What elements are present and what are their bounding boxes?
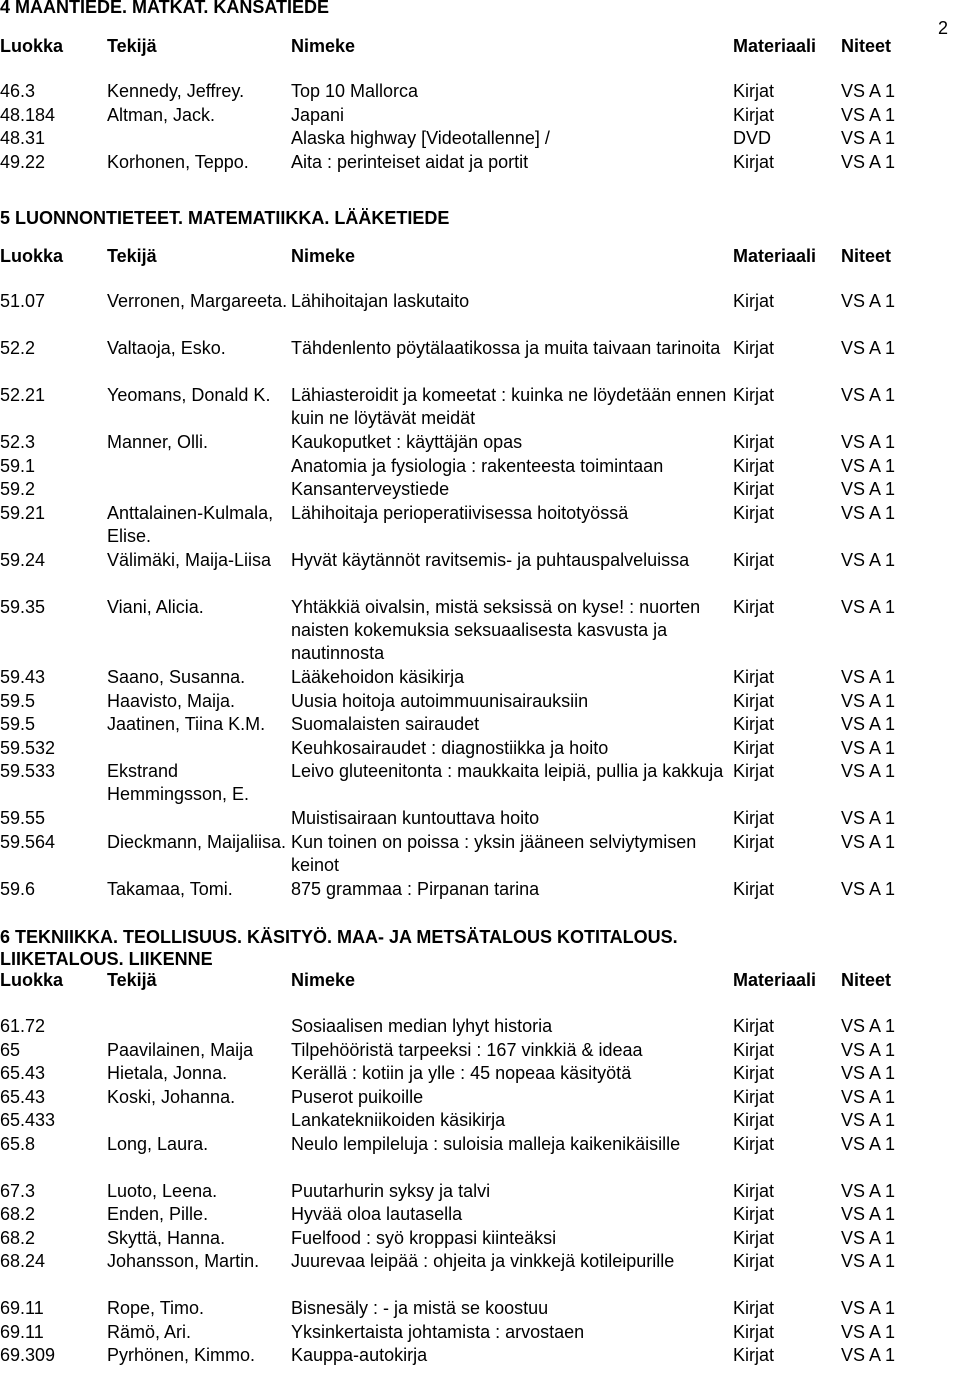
call-number-cell: 69.309 (0, 1345, 56, 1365)
section-title: 4 MAANTIEDE. MATKAT. KANSATIEDE (0, 0, 330, 17)
table-row (0, 1015, 930, 1039)
author-cell: Rämö, Ari. (107, 1321, 192, 1342)
copies-cell: VS A 1 (841, 831, 896, 852)
table-row (0, 1086, 930, 1110)
call-number-cell: 65.43 (0, 1086, 46, 1107)
copies-cell: VS A 1 (841, 714, 896, 734)
title-cell: Bisnesäly : - ja mistä se koostuu (291, 1298, 549, 1318)
copies-cell: VS A 1 (841, 1204, 896, 1224)
author-cell: Ekstrand Hemmingsson, E. (107, 761, 250, 804)
title-cell: Yhtäkkiä oivalsin, mistä seksissä on kyse! : nuorten naisten kokemuksia seksuaalisesta kasvusta ja nautinnosta (291, 596, 701, 663)
call-number-cell: 68.2 (0, 1204, 36, 1224)
copies-cell: VS A 1 (841, 667, 896, 687)
table-row (0, 737, 930, 761)
author-cell: Enden, Pille. (107, 1204, 209, 1224)
call-number-cell: 59.43 (0, 667, 46, 687)
material-cell: Kirjat (733, 1016, 775, 1036)
copies-cell: VS A 1 (841, 808, 896, 828)
title-cell: Top 10 Mallorca (291, 81, 419, 101)
call-number-cell: 69.11 (0, 1321, 44, 1342)
copies-cell: VS A 1 (841, 338, 896, 358)
author-cell: Takamaa, Tomi. (107, 878, 233, 899)
header-niteet: Niteet (841, 246, 892, 266)
header-nimeke: Nimeke (291, 246, 356, 266)
material-cell: Kirjat (733, 104, 775, 125)
material-cell: Kirjat (733, 808, 775, 828)
title-cell: Kun toinen on poissa : yksin jääneen selviytymisen keinot (291, 831, 697, 875)
author-cell: Johansson, Martin. (107, 1251, 260, 1271)
title-cell: Keuhkosairaudet : diagnostiikka ja hoito (291, 737, 609, 758)
author-cell: Anttalainen-Kulmala, Elise. (107, 502, 274, 546)
table-row (0, 1227, 930, 1251)
copies-cell: VS A 1 (841, 81, 896, 101)
copies-cell: VS A 1 (841, 502, 896, 523)
author-cell: Viani, Alicia. (107, 596, 204, 617)
title-cell: Tilpehööristä tarpeeksi : 167 vinkkiä & ideaa (291, 1039, 643, 1060)
title-cell: Puserot puikoille (291, 1086, 424, 1107)
table-row (0, 1062, 930, 1086)
author-cell: Korhonen, Teppo. (107, 151, 249, 172)
material-cell: Kirjat (733, 1345, 775, 1365)
copies-cell: VS A 1 (841, 1298, 896, 1318)
section-title: 5 LUONNONTIETEET. MATEMATIIKKA. LÄÄKETIEDE (0, 208, 450, 228)
material-cell: Kirjat (733, 1321, 775, 1342)
title-cell: Anatomia ja fysiologia : rakenteesta toimintaan (291, 455, 664, 476)
table-row (0, 502, 930, 549)
copies-cell: VS A 1 (841, 291, 896, 311)
material-cell: Kirjat (733, 479, 775, 499)
copies-cell: VS A 1 (841, 455, 896, 476)
copies-cell: VS A 1 (841, 878, 896, 899)
call-number-cell: 59.35 (0, 596, 46, 617)
title-cell: Hyvää oloa lautasella (291, 1204, 463, 1224)
call-number-cell: 59.55 (0, 808, 46, 828)
title-cell: Lääkehoidon käsikirja (291, 667, 465, 687)
copies-cell: VS A 1 (841, 479, 896, 499)
copies-cell: VS A 1 (841, 549, 896, 570)
call-number-cell: 65.43 (0, 1063, 46, 1083)
header-tekija: Tekijä (107, 246, 157, 266)
material-cell: Kirjat (733, 1180, 775, 1201)
author-cell: Dieckmann, Maijaliisa. (107, 831, 287, 852)
header-luokka: Luokka (0, 970, 64, 990)
copies-cell: VS A 1 (841, 1039, 896, 1060)
material-cell: Kirjat (733, 1251, 775, 1271)
table-row (0, 690, 930, 714)
material-cell: Kirjat (733, 737, 775, 758)
table-row (0, 384, 930, 431)
title-cell: Lähiasteroidit ja komeetat : kuinka ne löydetään ennen kuin ne löytävät meidät (291, 385, 727, 428)
copies-cell: VS A 1 (841, 1321, 896, 1342)
material-cell: Kirjat (733, 502, 775, 523)
call-number-cell: 65.8 (0, 1133, 36, 1154)
copies-cell: VS A 1 (841, 1180, 896, 1201)
copies-cell: VS A 1 (841, 432, 896, 452)
header-materiaali: Materiaali (733, 970, 817, 990)
call-number-cell: 52.21 (0, 385, 46, 405)
table-row (0, 455, 930, 479)
author-cell: Välimäki, Maija-Liisa (107, 549, 272, 570)
header-materiaali: Materiaali (733, 246, 817, 266)
author-cell: Verronen, Margareeta. (107, 291, 288, 311)
material-cell: Kirjat (733, 596, 775, 617)
title-cell: Lähihoitajan laskutaito (291, 291, 470, 311)
material-cell: Kirjat (733, 385, 775, 405)
title-cell: Yksinkertaista johtamista : arvostaen (291, 1321, 585, 1342)
table-row (0, 878, 930, 902)
title-cell: Alaska highway [Videotallenne] / (291, 128, 550, 148)
title-cell: Kaukoputket : käyttäjän opas (291, 432, 523, 452)
table-row (0, 596, 930, 667)
call-number-cell: 48.184 (0, 104, 56, 125)
author-cell: Koski, Johanna. (107, 1086, 236, 1107)
material-cell: Kirjat (733, 667, 775, 687)
call-number-cell: 59.564 (0, 831, 56, 852)
call-number-cell: 49.22 (0, 151, 46, 172)
column-headers (0, 36, 930, 60)
material-cell: Kirjat (733, 549, 775, 570)
call-number-cell: 68.24 (0, 1251, 46, 1271)
copies-cell: VS A 1 (841, 596, 896, 617)
title-cell: Kerällä : kotiin ja ylle : 45 nopeaa käsityötä (291, 1063, 632, 1083)
material-cell: Kirjat (733, 1086, 775, 1107)
material-cell: Kirjat (733, 1110, 775, 1130)
material-cell: Kirjat (733, 81, 775, 101)
material-cell: Kirjat (733, 455, 775, 476)
table-row (0, 1297, 930, 1321)
author-cell: Haavisto, Maija. (107, 690, 236, 711)
author-cell: Kennedy, Jeffrey. (107, 81, 245, 101)
title-cell: Lankatekniikoiden käsikirja (291, 1110, 506, 1130)
title-cell: Suomalaisten sairaudet (291, 714, 480, 734)
header-luokka: Luokka (0, 246, 64, 266)
table-row (0, 151, 930, 175)
table-row (0, 549, 930, 596)
header-tekija: Tekijä (107, 970, 157, 990)
material-cell: Kirjat (733, 1063, 775, 1083)
call-number-cell: 59.6 (0, 878, 36, 899)
table-row (0, 104, 930, 128)
call-number-cell: 46.3 (0, 81, 36, 101)
author-cell: Skyttä, Hanna. (107, 1227, 226, 1248)
author-cell: Valtaoja, Esko. (107, 338, 226, 358)
table-row (0, 1109, 930, 1133)
author-cell: Jaatinen, Tiina K.M. (107, 714, 266, 734)
call-number-cell: 65 (0, 1039, 21, 1060)
title-cell: Juurevaa leipää : ohjeita ja vinkkejä kotileipurille (291, 1251, 675, 1271)
title-cell: Aita : perinteiset aidat ja portit (291, 151, 529, 172)
material-cell: Kirjat (733, 1204, 775, 1224)
call-number-cell: 59.533 (0, 761, 56, 781)
call-number-cell: 59.1 (0, 455, 36, 476)
copies-cell: VS A 1 (841, 1251, 896, 1271)
copies-cell: VS A 1 (841, 1086, 896, 1107)
author-cell: Altman, Jack. (107, 104, 216, 125)
table-row (0, 1321, 930, 1345)
copies-cell: VS A 1 (841, 1016, 896, 1036)
title-cell: 875 grammaa : Pirpanan tarina (291, 878, 540, 899)
author-cell: Hietala, Jonna. (107, 1063, 228, 1083)
call-number-cell: 59.5 (0, 714, 36, 734)
call-number-cell: 48.31 (0, 128, 46, 148)
copies-cell: VS A 1 (841, 1227, 896, 1248)
call-number-cell: 52.2 (0, 338, 36, 358)
table-row (0, 80, 930, 104)
title-cell: Hyvät käytännöt ravitsemis- ja puhtauspalveluissa (291, 549, 690, 570)
column-headers (0, 246, 930, 270)
call-number-cell: 69.11 (0, 1298, 44, 1318)
table-row (0, 1250, 930, 1297)
table-row (0, 760, 930, 807)
material-cell: Kirjat (733, 878, 775, 899)
material-cell: Kirjat (733, 714, 775, 734)
table-row (0, 337, 930, 384)
author-cell: Rope, Timo. (107, 1298, 205, 1318)
copies-cell: VS A 1 (841, 1133, 896, 1154)
table-row (0, 478, 930, 502)
title-cell: Japani (291, 104, 345, 125)
material-cell: Kirjat (733, 1039, 775, 1060)
title-cell: Kansanterveystiede (291, 479, 450, 499)
table-row (0, 1203, 930, 1227)
table-row (0, 127, 930, 151)
author-cell: Paavilainen, Maija (107, 1039, 254, 1060)
title-cell: Fuelfood : syö kroppasi kiinteäksi (291, 1227, 557, 1248)
table-row (0, 713, 930, 737)
author-cell: Manner, Olli. (107, 432, 209, 452)
material-cell: Kirjat (733, 432, 775, 452)
call-number-cell: 67.3 (0, 1180, 36, 1201)
column-headers (0, 970, 930, 994)
title-cell: Neulo lempileluja : suloisia malleja kaikenikäisille (291, 1133, 681, 1154)
section-3 (0, 926, 930, 1368)
material-cell: Kirjat (733, 761, 775, 781)
author-cell: Yeomans, Donald K. (107, 385, 271, 405)
table-row (0, 831, 930, 878)
call-number-cell: 68.2 (0, 1227, 36, 1248)
call-number-cell: 51.07 (0, 291, 46, 311)
table-row (0, 807, 930, 831)
material-cell: Kirjat (733, 291, 775, 311)
page-number: 2 (938, 18, 949, 38)
table-row (0, 431, 930, 455)
table-row (0, 290, 930, 337)
title-cell: Kauppa-autokirja (291, 1345, 428, 1365)
author-cell: Saano, Susanna. (107, 667, 246, 687)
header-nimeke: Nimeke (291, 36, 356, 56)
call-number-cell: 59.2 (0, 479, 36, 499)
header-luokka: Luokka (0, 36, 64, 56)
call-number-cell: 52.3 (0, 432, 36, 452)
section-title: 6 TEKNIIKKA. TEOLLISUUS. KÄSITYÖ. MAA- JA METSÄTALOUS KOTITALOUS. LIIKETALOUS. LIIKENNE (0, 927, 678, 969)
header-tekija: Tekijä (107, 36, 157, 56)
call-number-cell: 59.5 (0, 690, 36, 711)
title-cell: Sosiaalisen median lyhyt historia (291, 1016, 553, 1036)
copies-cell: VS A 1 (841, 385, 896, 405)
title-cell: Leivo gluteenitonta : maukkaita leipiä, pullia ja kakkuja (291, 761, 724, 781)
table-row (0, 1180, 930, 1204)
copies-cell: VS A 1 (841, 1063, 896, 1083)
header-niteet: Niteet (841, 970, 892, 990)
material-cell: Kirjat (733, 690, 775, 711)
call-number-cell: 65.433 (0, 1110, 56, 1130)
table-row (0, 666, 930, 690)
material-cell: DVD (733, 128, 772, 148)
header-nimeke: Nimeke (291, 970, 356, 990)
copies-cell: VS A 1 (841, 690, 896, 711)
title-cell: Uusia hoitoja autoimmuunisairauksiin (291, 690, 589, 711)
call-number-cell: 61.72 (0, 1016, 46, 1036)
copies-cell: VS A 1 (841, 104, 896, 125)
author-cell: Long, Laura. (107, 1133, 209, 1154)
copies-cell: VS A 1 (841, 737, 896, 758)
call-number-cell: 59.532 (0, 737, 56, 758)
material-cell: Kirjat (733, 151, 775, 172)
header-materiaali: Materiaali (733, 36, 817, 56)
header-niteet: Niteet (841, 36, 892, 56)
copies-cell: VS A 1 (841, 128, 896, 148)
material-cell: Kirjat (733, 1298, 775, 1318)
call-number-cell: 59.21 (0, 502, 46, 523)
copies-cell: VS A 1 (841, 1110, 896, 1130)
call-number-cell: 59.24 (0, 549, 46, 570)
section-2 (0, 207, 930, 901)
title-cell: Muistisairaan kuntouttava hoito (291, 808, 540, 828)
title-cell: Puutarhurin syksy ja talvi (291, 1180, 491, 1201)
table-row (0, 1039, 930, 1063)
material-cell: Kirjat (733, 1133, 775, 1154)
author-cell: Luoto, Leena. (107, 1180, 218, 1201)
material-cell: Kirjat (733, 831, 775, 852)
title-cell: Tähdenlento pöytälaatikossa ja muita taivaan tarinoita (291, 338, 721, 358)
table-row (0, 1344, 930, 1368)
material-cell: Kirjat (733, 338, 775, 358)
section-1 (0, 0, 930, 174)
material-cell: Kirjat (733, 1227, 775, 1248)
table-row (0, 1133, 930, 1180)
copies-cell: VS A 1 (841, 1345, 896, 1365)
copies-cell: VS A 1 (841, 761, 896, 781)
title-cell: Lähihoitaja perioperatiivisessa hoitotyössä (291, 502, 629, 523)
copies-cell: VS A 1 (841, 151, 896, 172)
author-cell: Pyrhönen, Kimmo. (107, 1345, 256, 1365)
